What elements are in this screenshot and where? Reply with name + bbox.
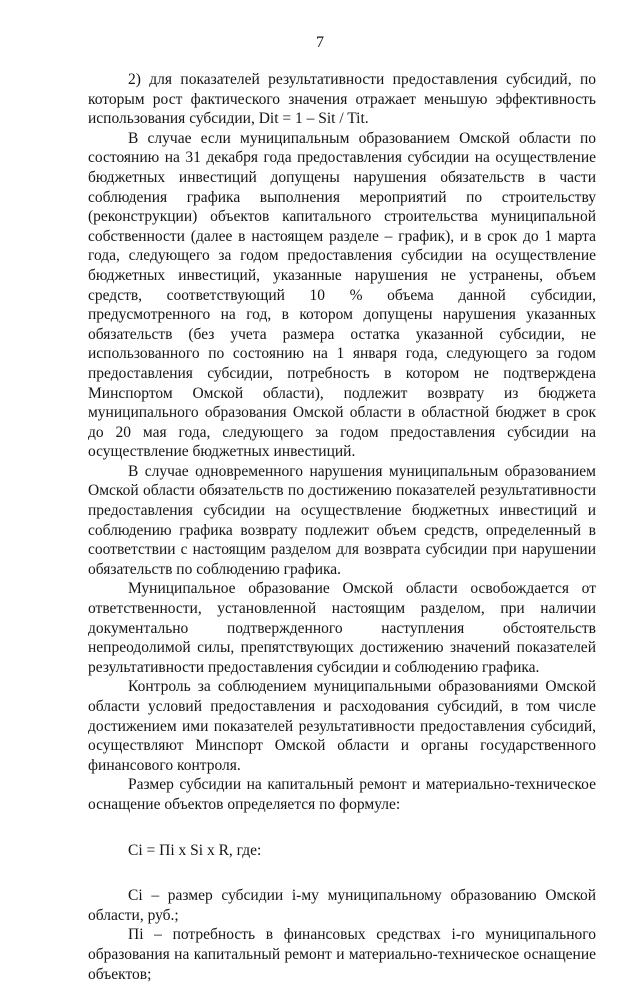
- paragraph: Муниципальное образование Омской области освобождается от ответственности, установленной настоящим разделом, при наличии документально подтвержденного наступления обстоятельств непреодолимой силы, препятствующих достижению значений показателей результативности предоставления субсидии и соблюдению графика.: [88, 580, 596, 676]
- paragraph: 2) для показателей результативности предоставления субсидий, по которым рост фактического значения отражает меньшую эффективность использования субсидии, Dit = 1 – Sit / Tit.: [88, 71, 596, 128]
- paragraph: В случае одновременного нарушения муниципальным образованием Омской области обязательств по достижению показателей результативности предоставления субсидии на осуществление бюджетных инвестиций и соблюдению графика возврату подлежит объем средств, определенный в соответствии с настоящим разделом для возврата субсидии при нарушении обязательств по соблюдению графика.: [88, 462, 596, 578]
- formula: Сi = Пi x Si x R, где:: [128, 841, 262, 859]
- paragraph: В случае если муниципальным образованием Омской области по состоянию на 31 декабря года предоставления субсидии на осуществление бюджетных инвестиций допущены нарушения обязательств в части соблюдения графика выполнения мероприятий по строительству (реконструкции) объектов капитального строительства муниципальной собственности (далее в настоящем разделе – график), и в срок до 1 марта года, следующего за годом предоставления субсидии на осуществление бюджетных инвестиций, указанные нарушения не устранены, объем средств, соответствующий 10 % объема данной субсидии, предусмотренного на год, в котором допущены нарушения указанных обязательств (без учета размера остатка указанной субсидии, не использованного по состоянию на 1 января года, следующего за годом предоставления субсидии, потребность в котором не подтверждена Минспортом Омской области), подлежит возврату из бюджета муниципального образования Омской области в областной бюджет в срок до 20 мая года, следующего за годом предоставления субсидии на осуществление бюджетных инвестиций.: [88, 129, 596, 461]
- document-body: [88, 70, 596, 984]
- paragraph: Размер субсидии на капитальный ремонт и материально-техническое оснащение объектов определяется по формуле:: [88, 776, 596, 813]
- paragraph: Контроль за соблюдением муниципальными образованиями Омской области условий предоставления и расходования субсидий, в том числе достижением ими показателей результативности предоставления субсидий, осуществляют Минспорт Омской области и органы государственного финансового контроля.: [88, 678, 596, 774]
- definition-item: Пi – потребность в финансовых средствах i-го муниципального образования на капитальный ремонт и материально-техническое оснащение объектов;: [88, 926, 596, 983]
- definition-item: Сi – размер субсидии i-му муниципальному образованию Омской области, руб.;: [88, 887, 596, 924]
- page-number: 7: [316, 34, 324, 51]
